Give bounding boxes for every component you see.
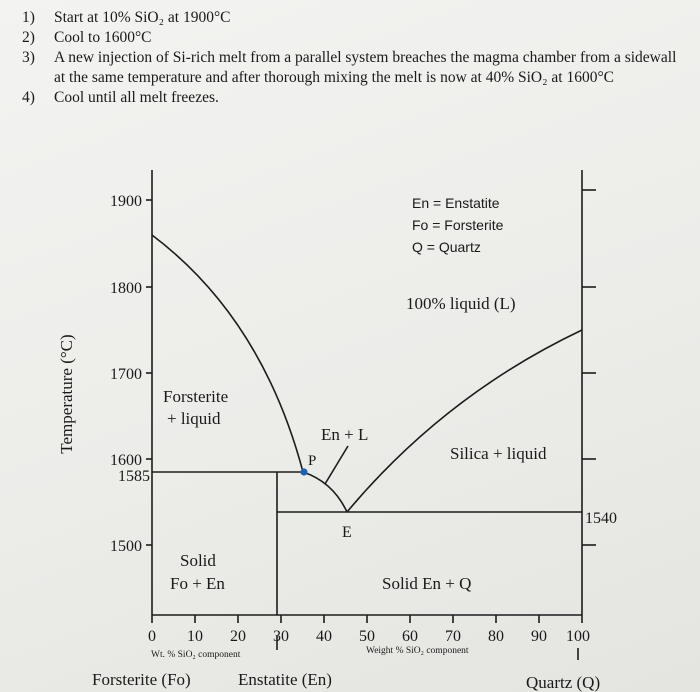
y-tick-label: 1500	[110, 538, 142, 555]
field-solid: Fo + En	[170, 574, 225, 593]
field-solid: Solid	[180, 551, 216, 570]
y-tick-label: 1585	[118, 468, 150, 485]
question-number: 1)	[22, 9, 35, 26]
peritectic-point	[300, 468, 307, 475]
legend-quartz: Q = Quartz	[412, 239, 481, 255]
y-tick-label: 1600	[110, 452, 142, 469]
x-sublabel-left: Wt. % SiO₂ component	[151, 650, 241, 660]
silica-liquidus	[347, 330, 582, 512]
endmember-enstatite: Enstatite (En)	[238, 670, 332, 689]
x-tick-label: 100	[566, 628, 590, 645]
question-text: A new injection of Si-rich melt from a parallel system breaches the magma chamber from a sidewall at the same temperature and after thorough mixing the melt is now at 40% SiO₂ at 1600°C	[54, 49, 677, 86]
field-forsterite-liquid: Forsterite	[163, 387, 229, 406]
x-tick-label: 70	[445, 628, 461, 645]
x-tick-label: 20	[230, 628, 246, 645]
forsterite-liquidus	[152, 235, 303, 472]
x-tick-label: 90	[531, 628, 547, 645]
question-text: Start at 10% SiO₂ at 1900°C	[54, 9, 231, 26]
x-tick-label: 60	[402, 628, 418, 645]
x-sublabel-right: Weight % SiO₂ component	[366, 646, 469, 656]
enstatite-liquidus	[303, 472, 347, 512]
x-tick-label: 0	[148, 628, 156, 645]
eutectic-label: E	[342, 524, 352, 541]
field-solid-en-q: Solid En + Q	[382, 574, 472, 593]
x-tick-label: 30	[273, 628, 289, 645]
field-liquid: 100% liquid (L)	[406, 294, 516, 313]
question-text: Cool to 1600°C	[54, 29, 152, 46]
endmember-forsterite: Forsterite (Fo)	[92, 670, 191, 689]
legend-forsterite: Fo = Forsterite	[412, 217, 504, 233]
en-l-pointer	[325, 446, 348, 484]
field-forsterite-liquid: + liquid	[167, 409, 221, 428]
legend-enstatite: En = Enstatite	[412, 195, 500, 211]
question-number: 2)	[22, 29, 35, 46]
peritectic-label: P	[308, 453, 317, 469]
y-axis-label: Temperature (°C)	[57, 334, 76, 454]
y-tick-label: 1900	[110, 193, 142, 210]
x-tick-label: 40	[316, 628, 332, 645]
question-text: Cool until all melt freezes.	[54, 89, 219, 106]
y-tick-label: 1700	[110, 366, 142, 383]
question-number: 4)	[22, 89, 35, 106]
y-tick-label: 1800	[110, 280, 142, 297]
field-silica-liquid: Silica + liquid	[450, 444, 547, 463]
x-tick-label: 80	[488, 628, 504, 645]
endmember-quartz: Quartz (Q)	[526, 673, 601, 692]
question-number: 3)	[22, 49, 35, 66]
field-en-liquid: En + L	[321, 425, 369, 444]
x-tick-label: 10	[187, 628, 203, 645]
eutectic-temp-label: 1540	[585, 510, 617, 527]
x-tick-label: 50	[359, 628, 375, 645]
